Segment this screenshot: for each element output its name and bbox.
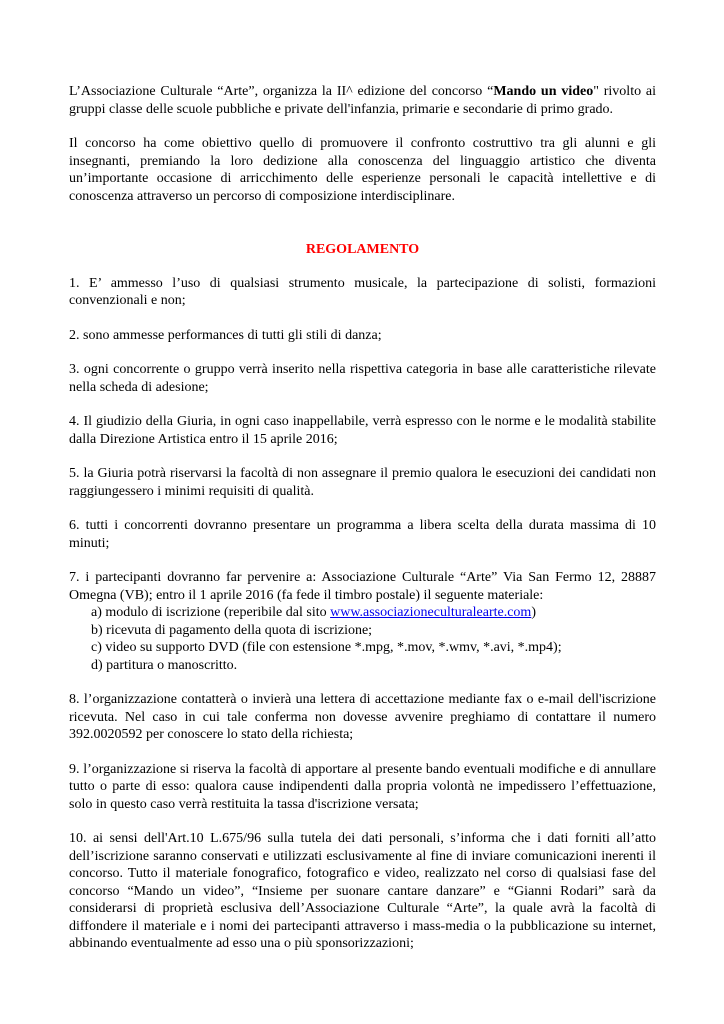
materials-item-b: b) ricevuta di pagamento della quota di iscrizione; — [91, 622, 373, 638]
intro-text-end: " rivolto ai gruppi classe delle scuole pubbliche e private dell'infanzia, primarie e secondarie di primo grado. — [69, 84, 657, 117]
rule-item-5: 5. la Giuria potrà riservarsi la facoltà di non assegnare il premio qualora le esecuzioni dei candidati non raggiungessero i minimi requisiti di qualità. — [69, 466, 656, 499]
rule-item-2: 2. sono ammesse performances di tutti gli stili di danza; — [69, 327, 382, 343]
website-link[interactable]: www.associazioneculturalearte.com — [330, 605, 532, 620]
rule-item-3: 3. ogni concorrente o gruppo verrà inserito nella rispettiva categoria in base alle caratteristiche rilevate nella scheda di adesione; — [69, 362, 656, 395]
rule-item-9: 9. l’organizzazione si riserva la facoltà di apportare al presente bando eventuali modifiche e di annullare tutto o parte di esso: qualora cause indipendenti dalla propria volontà ne impedissero l’effettuazione, solo in questo caso verrà restituita la tassa d'iscrizione versata; — [69, 761, 656, 812]
materials-item-a-text: a) modulo di iscrizione (reperibile dal sito — [91, 605, 331, 620]
rule-item-8: 8. l’organizzazione contatterà o invierà una lettera di accettazione mediante fax o e-mail dell'iscrizione ricevuta. Nel caso in cui tale conferma non dovesse avvenire preghiamo di contattare il numero 392.0020592 per conoscere lo stato della richiesta; — [69, 692, 656, 742]
intro-paragraph-1 — [69, 83, 656, 118]
materials-item-d: d) partitura o manoscritto. — [91, 657, 238, 673]
rule-item-10: 10. ai sensi dell'Art.10 L.675/96 sulla tutela dei dati personali, s’informa che i dati forniti all’atto dell’iscrizione saranno conservati e utilizzati esclusivamente al fine di inviare comunicazioni inerenti il concorso. Tutto il materiale fonografico, fotografico e video, realizzato nel corso di qualsiasi fase del concorso “Mando un video”, “Insieme per suonare cantare danzare” e “Gianni Rodari” sarà da considerarsi di proprietà esclusiva dell’Associazione Culturale “Arte”, la quale avrà la facoltà di diffondere il materiale e i nomi dei partecipanti attraverso i mass-media o la pubblicazione su internet, abbinando eventualmente ad esso una o più sponsorizzazioni; — [69, 831, 656, 951]
rule-item-7-text: 7. i partecipanti dovranno far pervenire a: Associazione Culturale “Arte” Via San Fermo 12, 28887 Omegna (VB); entro il 1 aprile 2016 (fa fede il timbro postale) il seguente materiale: — [69, 570, 656, 603]
materials-item-a-close: ) — [531, 605, 536, 620]
section-title: REGOLAMENTO — [305, 242, 420, 257]
materials-item-a — [91, 604, 656, 622]
rule-item-4: 4. Il giudizio della Giuria, in ogni caso inappellabile, verrà espresso con le norme e le modalità stabilite dalla Direzione Artistica entro il 15 aprile 2016; — [69, 414, 656, 447]
rule-item-1: 1. E’ ammesso l’uso di qualsiasi strumento musicale, la partecipazione di solisti, formazioni convenzionali e non; — [69, 275, 656, 308]
contest-name: Mando un video — [493, 84, 594, 99]
intro-text-start: L’Associazione Culturale “Arte”, organizza la II^ edizione del concorso “ — [69, 84, 494, 99]
rule-item-6: 6. tutti i concorrenti dovranno presentare un programma a libera scelta della durata massima di 10 minuti; — [69, 518, 656, 551]
intro-paragraph-2: Il concorso ha come obiettivo quello di promuovere il confronto costruttivo tra gli alunni e gli insegnanti, premiando la loro dedizione alla conoscenza del linguaggio artistico che diventa un’importante occasione di arricchimento delle esperienze personali le capacità intellettive e di conoscenza attraverso un percorso di composizione interdisciplinare. — [69, 136, 656, 204]
materials-list — [69, 604, 656, 674]
rule-item-7 — [69, 569, 656, 674]
materials-item-c: c) video su supporto DVD (file con estensione *.mpg, *.mov, *.wmv, *.avi, *.mp4); — [91, 640, 562, 655]
